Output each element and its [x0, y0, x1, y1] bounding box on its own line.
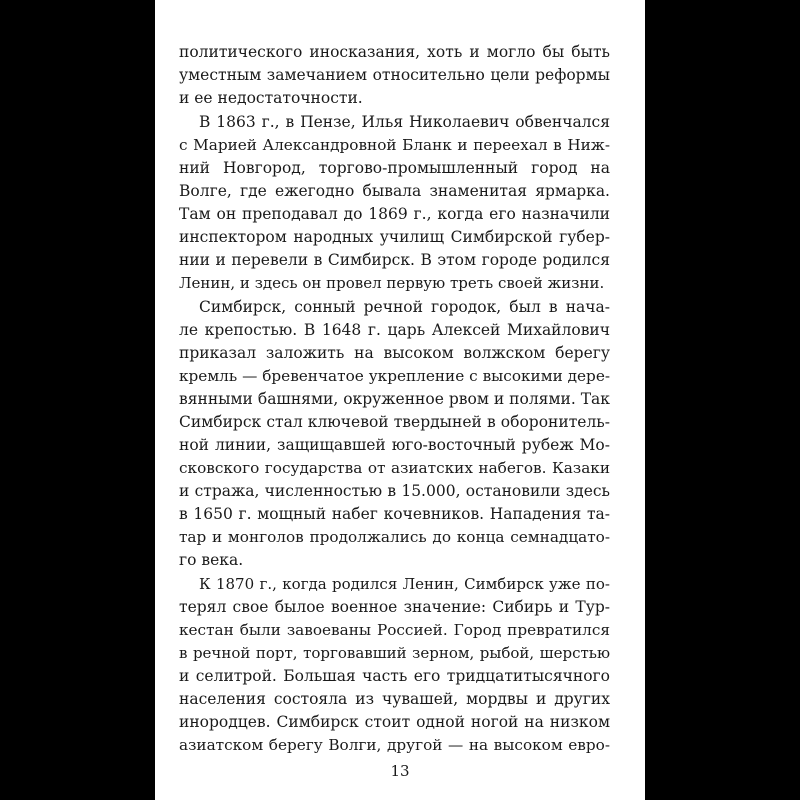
text-line: инспектором народных училищ Симбирской губер- [179, 228, 610, 246]
text-line: Симбирск стал ключевой твердыней в оборонитель- [179, 413, 610, 431]
text-line: и селитрой. Большая часть его тридцатитысячного [179, 667, 610, 685]
text-line: Ленин, и здесь он провел первую треть своей жизни. [179, 274, 605, 292]
text-line: политического иносказания, хоть и могло бы быть [179, 43, 610, 61]
text-line: нии и перевели в Симбирск. В этом городе родился [179, 251, 610, 269]
text-line: и стража, численностью в 15.000, остановили здесь [179, 482, 610, 500]
text-line: кестан были завоеваны Россией. Город превратился [179, 621, 610, 639]
text-line: терял свое былое военное значение: Сибирь и Тур- [179, 598, 610, 616]
page-number: 13 [390, 762, 410, 780]
text-line: инородцев. Симбирск стоит одной ногой на низком [179, 713, 610, 731]
text-line: с Марией Александровной Бланк и переехал в Ниж- [179, 136, 610, 154]
book-page [155, 0, 645, 800]
text-line: в 1650 г. мощный набег кочевников. Нападения та- [179, 505, 610, 523]
text-line: азиатском берегу Волги, другой — на высоком евро- [179, 736, 610, 754]
text-line: и ее недостаточности. [179, 89, 363, 107]
paragraph-first-line: Симбирск, сонный речной городок, был в нача- [199, 298, 610, 316]
text-line: ной линии, защищавшей юго-восточный рубеж Мо- [179, 436, 610, 454]
text-line: Там он преподавал до 1869 г., когда его назначили [179, 205, 610, 223]
text-line: Волге, где ежегодно бывала знаменитая ярмарка. [179, 182, 610, 200]
text-line: го века. [179, 551, 244, 569]
text-line: ний Новгород, торгово-промышленный город на [179, 159, 610, 177]
paragraph-first-line: В 1863 г., в Пензе, Илья Николаевич обвенчался [199, 113, 610, 131]
text-line: ле крепостью. В 1648 г. царь Алексей Михайлович [179, 321, 610, 339]
paragraph-first-line: К 1870 г., когда родился Ленин, Симбирск уже по- [199, 575, 610, 593]
text-line: населения состояла из чувашей, мордвы и других [179, 690, 610, 708]
text-line: тар и монголов продолжались до конца семнадцато- [179, 528, 610, 546]
text-line: сковского государства от азиатских набегов. Казаки [179, 459, 610, 477]
text-line: вянными башнями, окруженное рвом и полями. Так [179, 390, 610, 408]
text-line: уместным замечанием относительно цели реформы [179, 66, 610, 84]
text-line: в речной порт, торговавший зерном, рыбой, шерстью [179, 644, 610, 662]
text-line: приказал заложить на высоком волжском берегу [179, 344, 610, 362]
text-line: кремль — бревенчатое укрепление с высокими дере- [179, 367, 610, 385]
body-text [179, 42, 610, 754]
